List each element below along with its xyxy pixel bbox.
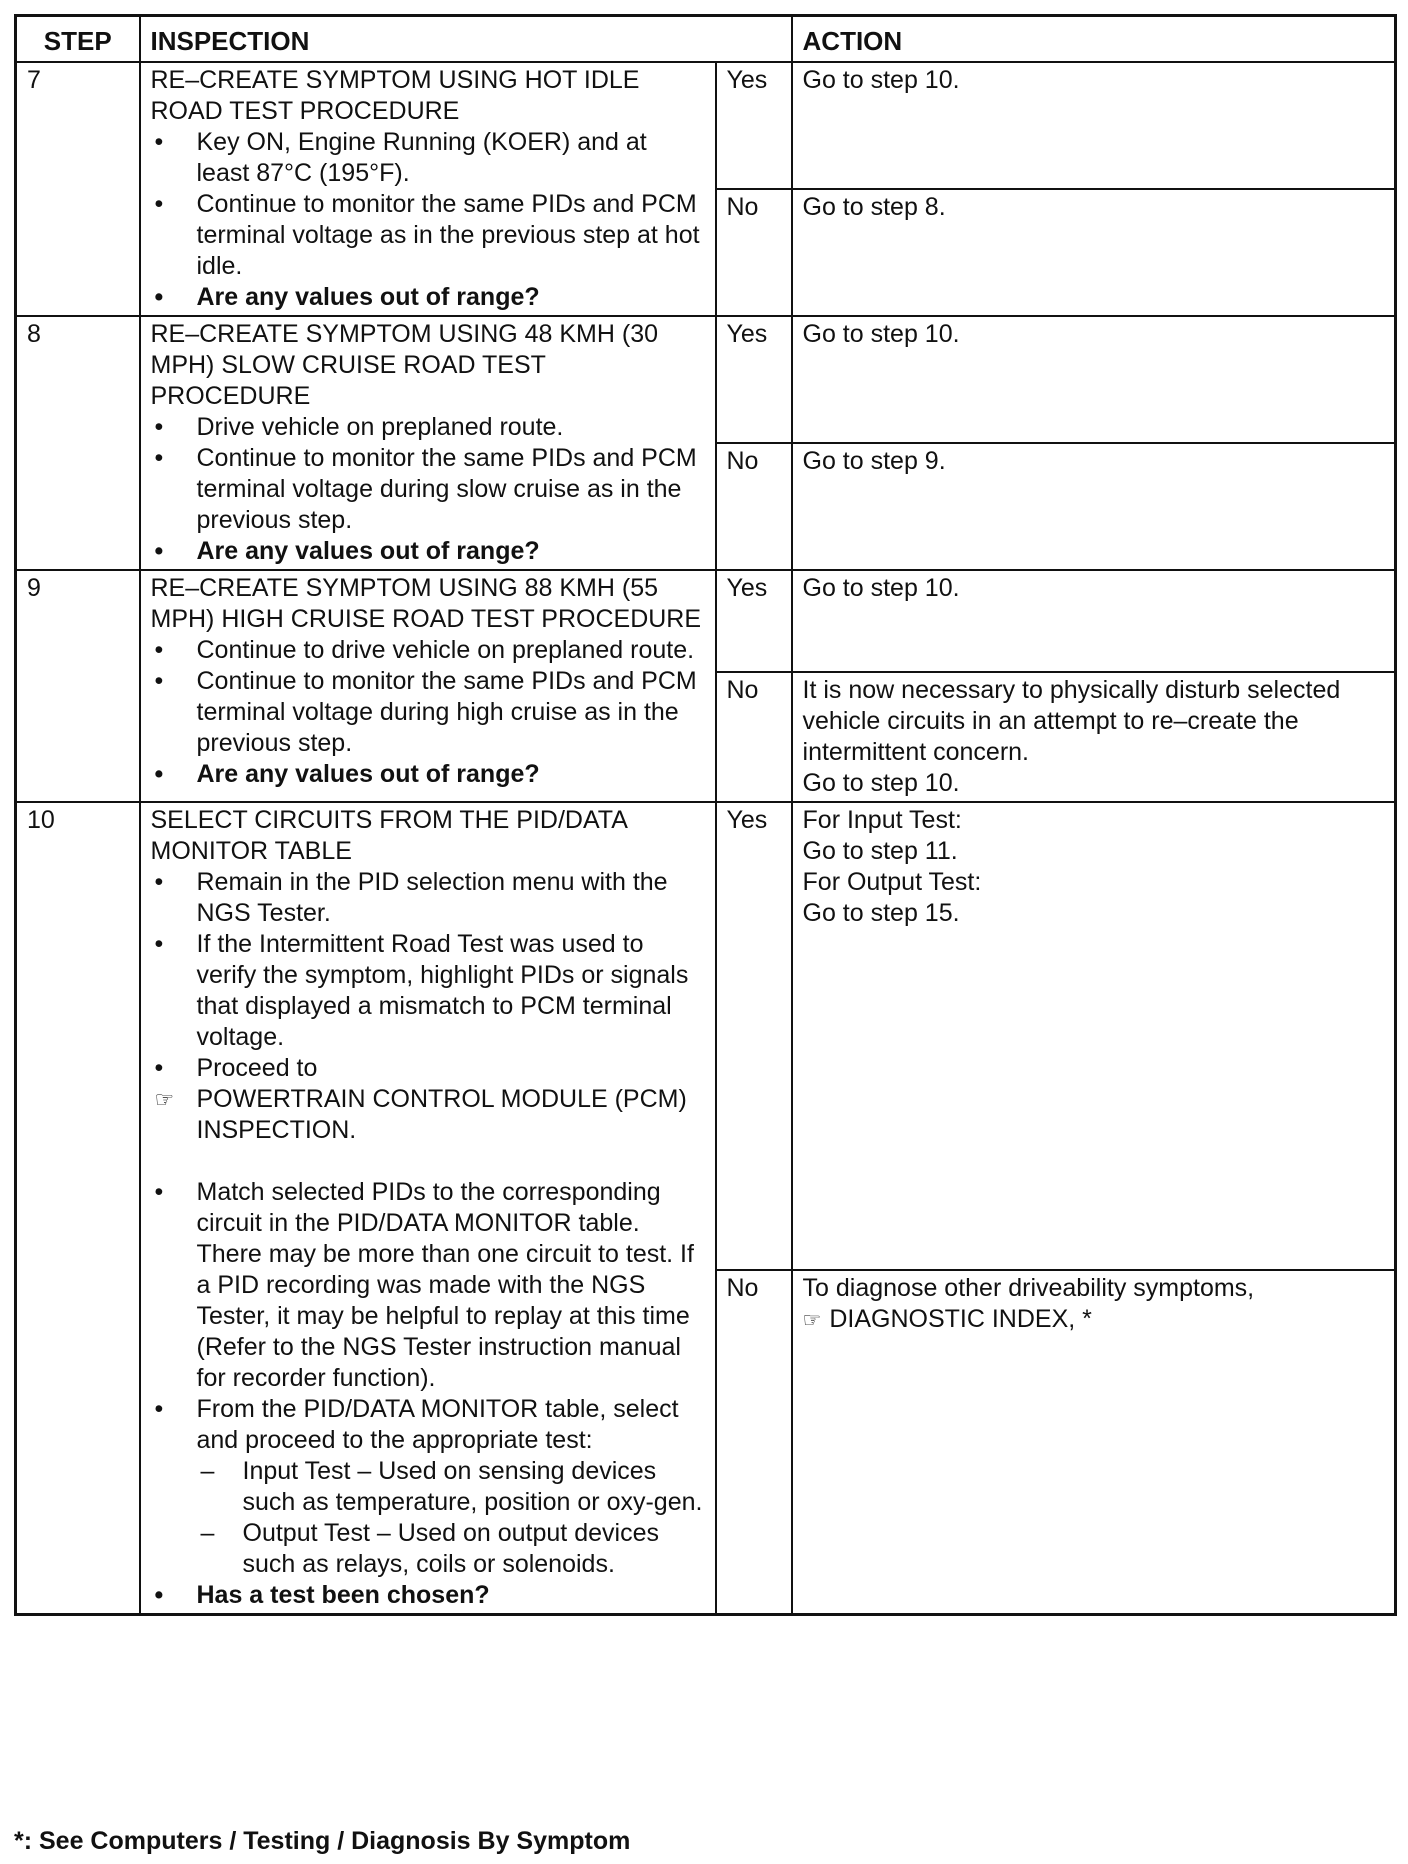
step-number: 10 — [16, 802, 140, 1615]
yes-action-line: For Input Test: — [802, 806, 962, 834]
no-action-line: Go to step 10. — [802, 769, 960, 797]
bullet-icon: • — [154, 413, 164, 441]
inspection-question: • Are any values out of range? — [154, 537, 540, 565]
pointer-hand-icon: ☞ — [802, 1309, 822, 1332]
header-row — [16, 16, 1396, 63]
bullet-icon: • — [154, 190, 164, 218]
reference-link-text: DIAGNOSTIC INDEX, * — [829, 1305, 1092, 1333]
no-action: Go to step 8. — [792, 189, 1396, 316]
step-number: 7 — [16, 62, 140, 316]
bullet-icon: • — [154, 667, 164, 695]
test-type-item: – Input Test – Used on sensing devices such as temperature, position or oxy-gen. — [200, 1457, 703, 1516]
step-number: 8 — [16, 316, 140, 570]
yes-label: Yes — [716, 570, 792, 672]
bullet-icon: • — [154, 444, 164, 472]
yes-action: Go to step 10. — [792, 316, 1396, 443]
step-row-8-yes — [16, 316, 1396, 443]
no-action-line: It is now necessary to physically disturb selected vehicle circuits in an attempt to re–create the intermittent concern. — [802, 676, 1341, 766]
footnote: *: See Computers / Testing / Diagnosis By Symptom — [14, 1827, 631, 1855]
no-label: No — [716, 672, 792, 802]
yes-action-line: For Output Test: — [802, 868, 982, 896]
dash-icon: – — [200, 1519, 215, 1547]
inspection-bullet: • Continue to monitor the same PIDs and PCM terminal voltage as in the previous step at hot idle. — [154, 190, 700, 280]
no-action-reference — [803, 1304, 1385, 1336]
bullet-icon: • — [154, 283, 164, 311]
pointer-hand-icon: ☞ — [154, 1087, 175, 1112]
bullet-icon: • — [154, 1054, 164, 1082]
inspection-bullet: • Drive vehicle on preplaned route. — [154, 413, 564, 441]
header-inspection: INSPECTION — [140, 16, 792, 63]
step-number: 9 — [16, 570, 140, 802]
test-type-list — [197, 1456, 705, 1580]
yes-action-line: Go to step 11. — [802, 837, 958, 865]
inspection-reference: ☞ POWERTRAIN CONTROL MODULE (PCM) INSPECTION. — [154, 1085, 687, 1144]
bullet-icon: • — [154, 1395, 164, 1423]
step-row-9-yes — [16, 570, 1396, 672]
diagnostic-table — [14, 14, 1397, 1616]
no-action — [792, 1270, 1396, 1615]
inspection-bullet: • Continue to monitor the same PIDs and PCM terminal voltage during high cruise as in the previous step. — [154, 667, 697, 757]
inspection-bullet: • Proceed to — [154, 1054, 318, 1082]
inspection-bullet: • From the PID/DATA MONITOR table, select and proceed to the appropriate test: – Input Test – Used on sensing devices such as temperature, position or oxy-gen. – Output Test – Used on output devices such as relays, coils or solenoids. — [151, 1394, 705, 1580]
dash-icon: – — [200, 1457, 215, 1485]
bullet-icon: • — [154, 537, 164, 565]
inspection-cell — [140, 62, 716, 316]
inspection-title: RE–CREATE SYMPTOM USING 88 KMH (55 MPH) HIGH CRUISE ROAD TEST PROCEDURE — [150, 574, 702, 633]
bullet-icon: • — [154, 930, 164, 958]
inspection-cell — [140, 802, 716, 1615]
header-action: ACTION — [792, 16, 1396, 63]
no-action-line: To diagnose other driveability symptoms, — [802, 1274, 1255, 1302]
no-label: No — [716, 1270, 792, 1615]
bullet-icon: • — [154, 128, 164, 156]
spacer — [151, 1146, 705, 1177]
no-action: Go to step 9. — [792, 443, 1396, 570]
inspection-title: RE–CREATE SYMPTOM USING 48 KMH (30 MPH) SLOW CRUISE ROAD TEST PROCEDURE — [150, 320, 659, 410]
yes-label: Yes — [716, 802, 792, 1270]
bullet-icon: • — [154, 760, 164, 788]
inspection-bullet: • Remain in the PID selection menu with the NGS Tester. — [154, 868, 668, 927]
inspection-bullet: • Continue to monitor the same PIDs and PCM terminal voltage during slow cruise as in the previous step. — [154, 444, 697, 534]
inspection-title: RE–CREATE SYMPTOM USING HOT IDLE ROAD TEST PROCEDURE — [150, 66, 640, 125]
step-row-10-yes — [16, 802, 1396, 1270]
yes-action — [792, 802, 1396, 1270]
inspection-cell — [140, 570, 716, 802]
inspection-question: • Are any values out of range? — [154, 283, 540, 311]
yes-action: Go to step 10. — [792, 570, 1396, 672]
inspection-question: • Are any values out of range? — [154, 760, 540, 788]
yes-label: Yes — [716, 316, 792, 443]
inspection-bullet: • Continue to drive vehicle on preplaned route. — [154, 636, 695, 664]
no-label: No — [716, 443, 792, 570]
inspection-bullet: • Match selected PIDs to the corresponding circuit in the PID/DATA MONITOR table. There may be more than one circuit to test. If a PID recording was made with the NGS Tester, it may be helpful to replay at this time (Refer to the NGS Tester instruction manual for recorder function). — [154, 1178, 694, 1392]
bullet-icon: • — [154, 1581, 164, 1609]
bullet-icon: • — [154, 1178, 164, 1206]
bullet-icon: • — [154, 868, 164, 896]
inspection-cell — [140, 316, 716, 570]
yes-label: Yes — [716, 62, 792, 189]
yes-action: Go to step 10. — [792, 62, 1396, 189]
bullet-icon: • — [154, 636, 164, 664]
step-row-7-yes — [16, 62, 1396, 189]
yes-action-line: Go to step 15. — [802, 899, 960, 927]
no-label: No — [716, 189, 792, 316]
no-action — [792, 672, 1396, 802]
test-type-item: – Output Test – Used on output devices such as relays, coils or solenoids. — [200, 1519, 659, 1578]
inspection-bullet: • Key ON, Engine Running (KOER) and at least 87°C (195°F). — [154, 128, 647, 187]
inspection-bullet: • If the Intermittent Road Test was used to verify the symptom, highlight PIDs or signals that displayed a mismatch to PCM terminal voltage. — [154, 930, 689, 1051]
header-step: STEP — [16, 16, 140, 63]
inspection-question: • Has a test been chosen? — [154, 1581, 490, 1609]
inspection-title: SELECT CIRCUITS FROM THE PID/DATA MONITOR TABLE — [150, 806, 627, 865]
